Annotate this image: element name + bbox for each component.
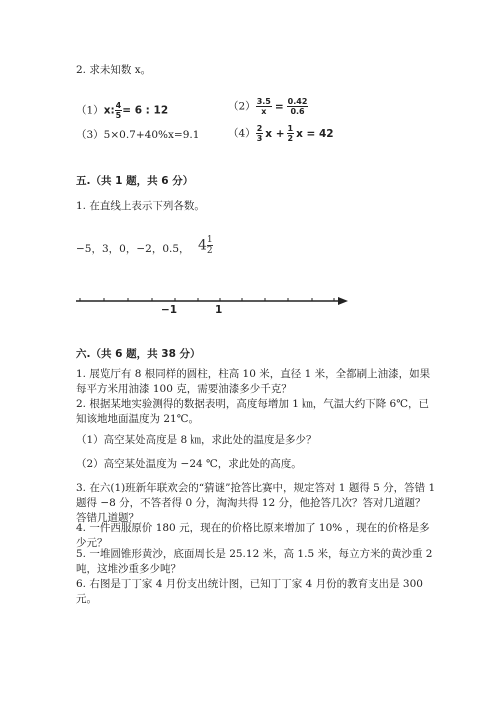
equation-label: （2） — [228, 100, 256, 113]
colon: : — [110, 104, 115, 117]
fraction-numerator: 2 — [256, 124, 263, 133]
number-list: −5，3，0，−2，0.5， — [76, 243, 190, 255]
axis-label-negative-one: −1 — [161, 304, 178, 316]
question-5: 5. 一堆圆锥形黄沙，底面周长是 25.12 米，高 1.5 米，每立方米的黄沙重 2 吨，这堆沙重多少吨？ — [76, 548, 433, 575]
mixed-number-whole: 4 — [198, 237, 207, 254]
question-4: 4. 一件西服原价 180 元，现在的价格比原来增加了 10% ，现在的价格是多少元？ — [76, 522, 430, 549]
mixed-number — [198, 235, 213, 256]
fraction-denominator: x — [261, 107, 267, 116]
question-1: 1. 展览厅有 8 根同样的圆柱，柱高 10 米，直径 1 米，全都刷上油漆，如果每平方米用油漆 100 克，需要油漆多少千克？ — [76, 368, 431, 395]
fraction — [207, 235, 213, 256]
fraction-numerator: 1 — [287, 124, 294, 133]
equation-1 — [76, 101, 168, 120]
fraction-numerator: 4 — [115, 101, 122, 110]
equation-3: （3）5×0.7+40%x=9.1 — [76, 129, 200, 141]
equation-2 — [228, 97, 308, 116]
fraction-numerator: 1 — [206, 235, 213, 245]
fraction-denominator: 2 — [287, 134, 294, 143]
section-heading: 六.（共 6 题，共 38 分） — [76, 348, 201, 360]
question-2: 2. 根据某地实验测得的数据表明，高度每增加 1 ㎞，气温大约下降 6℃，已知该地地面温度为 21℃。 — [76, 398, 429, 425]
fraction-denominator: 3 — [256, 134, 263, 143]
equation-label: （1） — [76, 104, 104, 117]
equation-text: x + — [265, 127, 285, 140]
equation-4 — [228, 124, 334, 143]
question-2-sub-1: （1）高空某处高度是 8 ㎞，求此处的温度是多少？ — [76, 434, 317, 446]
fraction — [256, 124, 264, 143]
question-text: 1. 在直线上表示下列各数。 — [76, 200, 205, 212]
question-3: 3. 在六(1)班新年联欢会的“猜谜”抢答比赛中，规定答对 1 题得 5 分，答错 1 题得 −8 分，不答者得 0 分，淘淘共得 12 分，他抢答几次？答对几道题？答错几道题？ — [76, 482, 436, 524]
question-6: 6. 右图是丁丁家 4 月份支出统计图，已知丁丁家 4 月份的教育支出是 300 元。 — [76, 578, 423, 605]
fraction-denominator: 0.6 — [290, 107, 305, 116]
section-heading: 五.（共 1 题，共 6 分） — [76, 175, 194, 187]
fraction-denominator: 2 — [206, 246, 213, 256]
fraction — [287, 124, 295, 143]
equation-text: = — [274, 100, 284, 113]
fraction-numerator: 3.5 — [256, 97, 271, 106]
fraction — [256, 97, 272, 116]
equation-text: x — [103, 104, 111, 117]
fraction-denominator: 5 — [115, 111, 122, 120]
fraction — [287, 97, 309, 116]
fraction-numerator: 0.42 — [287, 97, 308, 106]
equation-label: （4） — [228, 127, 256, 140]
question-title: 2. 求未知数 x。 — [76, 64, 152, 76]
arrow-head-icon — [338, 297, 348, 305]
equation-text: x = 42 — [296, 127, 334, 140]
question-2-sub-2: （2）高空某处温度为 −24 ℃，求此处的高度。 — [76, 458, 302, 470]
axis-label-one: 1 — [215, 304, 223, 316]
equation-text: = 6 : 12 — [122, 104, 169, 117]
